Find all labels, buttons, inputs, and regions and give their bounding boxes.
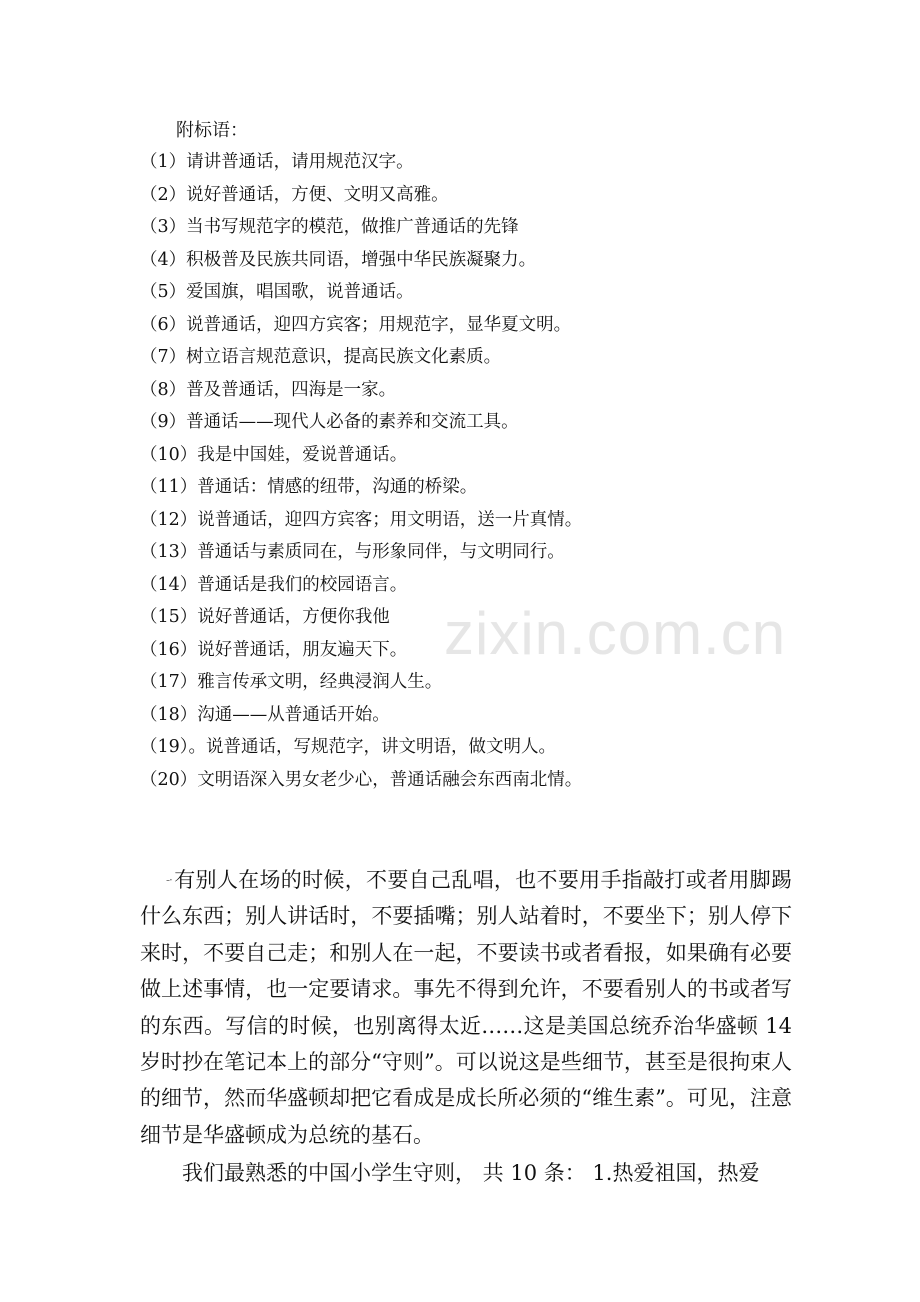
slogan-item: （17）雅言传承文明，经典浸润人生。: [140, 672, 443, 692]
slogan-item: （12）说普通话，迎四方宾客；用文明语，送一片真情。: [140, 509, 583, 530]
watermark: zixin.com.cn: [444, 600, 787, 667]
essay-paragraph-text: 有别人在场的时候，不要自己乱唱，也不要用手指敲打或者用脚踢什么东西；别人讲话时，不要插嘴；别人站着时，不要坐下；别人停下来时，不要自己走；和别人在一起，不要读书或者看报，如果确有必要做上述事情，也一定要请求。事先不得到允许，不要看别人的书或者写的东西。写信的时候，也别离得太近……这是美国总统乔治华盛顿 14 岁时抄在笔记本上的部分“守则”。可以说这是些细节，甚至是很拘束人的细节，然而华盛顿却把它看成是成长所必须的“维生素”。可见，注意细节是华盛顿成为总统的基石。: [140, 868, 792, 1147]
appendix-heading: 附标语：: [176, 120, 248, 141]
slogan-item: （14）普通话是我们的校园语言。: [140, 574, 408, 595]
slogan-item: （2）说好普通话，方便、文明又高雅。: [140, 184, 449, 205]
slogan-item: （5）爱国旗，唱国歌，说普通话。: [140, 282, 414, 302]
slogan-item: （13）普通话与素质同在，与形象同伴，与文明同行。: [140, 542, 565, 562]
slogan-item: （9）普通话——现代人必备的素养和交流工具。: [140, 412, 519, 432]
slogan-item: （11）普通话：情感的纽带，沟通的桥梁。: [140, 477, 478, 497]
slogan-item: （16）说好普通话，朋友遍天下。: [140, 639, 408, 660]
slogan-item: （4）积极普及民族共同语，增强中华民族凝聚力。: [140, 249, 537, 270]
slogan-item: （8）普及普通话，四海是一家。: [140, 379, 397, 400]
essay-paragraph: [140, 862, 792, 1153]
slogan-list: [140, 146, 582, 796]
slogan-item: （1）请讲普通话，请用规范汉字。: [140, 152, 414, 172]
slogan-item: （3）当书写规范字的模范，做推广普通话的先锋: [140, 217, 519, 237]
paragraph-mark: -·: [166, 873, 172, 887]
slogan-item: （6）说普通话，迎四方宾客；用规范字，显华夏文明。: [140, 314, 572, 335]
slogan-item: （19）。说普通话，写规范字，讲文明语，做文明人。: [140, 737, 557, 757]
slogan-item: （7）树立语言规范意识，提高民族文化素质。: [140, 347, 502, 367]
slogan-item: （15）说好普通话，方便你我他: [140, 607, 390, 627]
slogan-item: （10）我是中国娃，爱说普通话。: [140, 444, 408, 465]
essay-paragraph: 我们最熟悉的中国小学生守则， 共 10 条： 1.热爱祖国，热爱: [182, 1161, 760, 1186]
essay-body: [140, 862, 792, 1192]
slogan-item: （18）沟通——从普通话开始。: [140, 704, 390, 725]
slogan-item: （20）文明语深入男女老少心，普通话融会东西南北情。: [140, 769, 583, 790]
